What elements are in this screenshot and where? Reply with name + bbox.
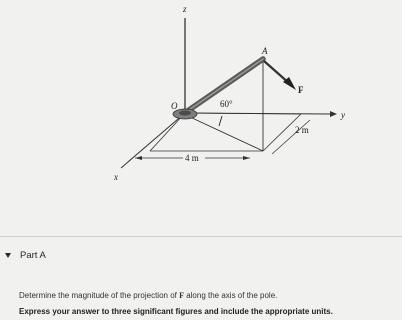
question-text-end: along the axis of the pole. xyxy=(183,291,278,300)
part-title: Part A xyxy=(20,249,46,261)
dim-4m-arrow-left xyxy=(135,156,142,160)
dim-2m-label: 2 m xyxy=(295,125,309,135)
pole-projection-line xyxy=(190,117,263,151)
ground-edge-top xyxy=(185,113,301,114)
question-vector: F xyxy=(179,291,184,300)
x-axis-label: x xyxy=(114,172,118,182)
pole-base-top xyxy=(179,111,191,116)
dim-4m-label: 4 m xyxy=(185,153,199,163)
y-axis-label: y xyxy=(341,110,345,120)
x-axis xyxy=(121,113,185,168)
instruction-text: Express your answer to three significant figures and include the appropriate units. xyxy=(19,307,333,316)
point-o-label: O xyxy=(171,101,178,111)
angle-label: 60° xyxy=(220,99,233,109)
part-a-header[interactable] xyxy=(0,248,46,262)
collapse-caret-icon[interactable] xyxy=(5,253,11,258)
y-axis-arrow xyxy=(330,111,337,117)
question-text xyxy=(19,291,277,300)
dim-4m-arrow-right xyxy=(243,156,250,160)
angle-arc xyxy=(219,116,222,126)
force-label: F xyxy=(298,85,304,95)
question-text-start: Determine the magnitude of the projection of xyxy=(19,291,180,300)
point-a-label: A xyxy=(262,46,268,56)
z-axis-label: z xyxy=(183,4,187,14)
section-divider xyxy=(0,236,402,237)
